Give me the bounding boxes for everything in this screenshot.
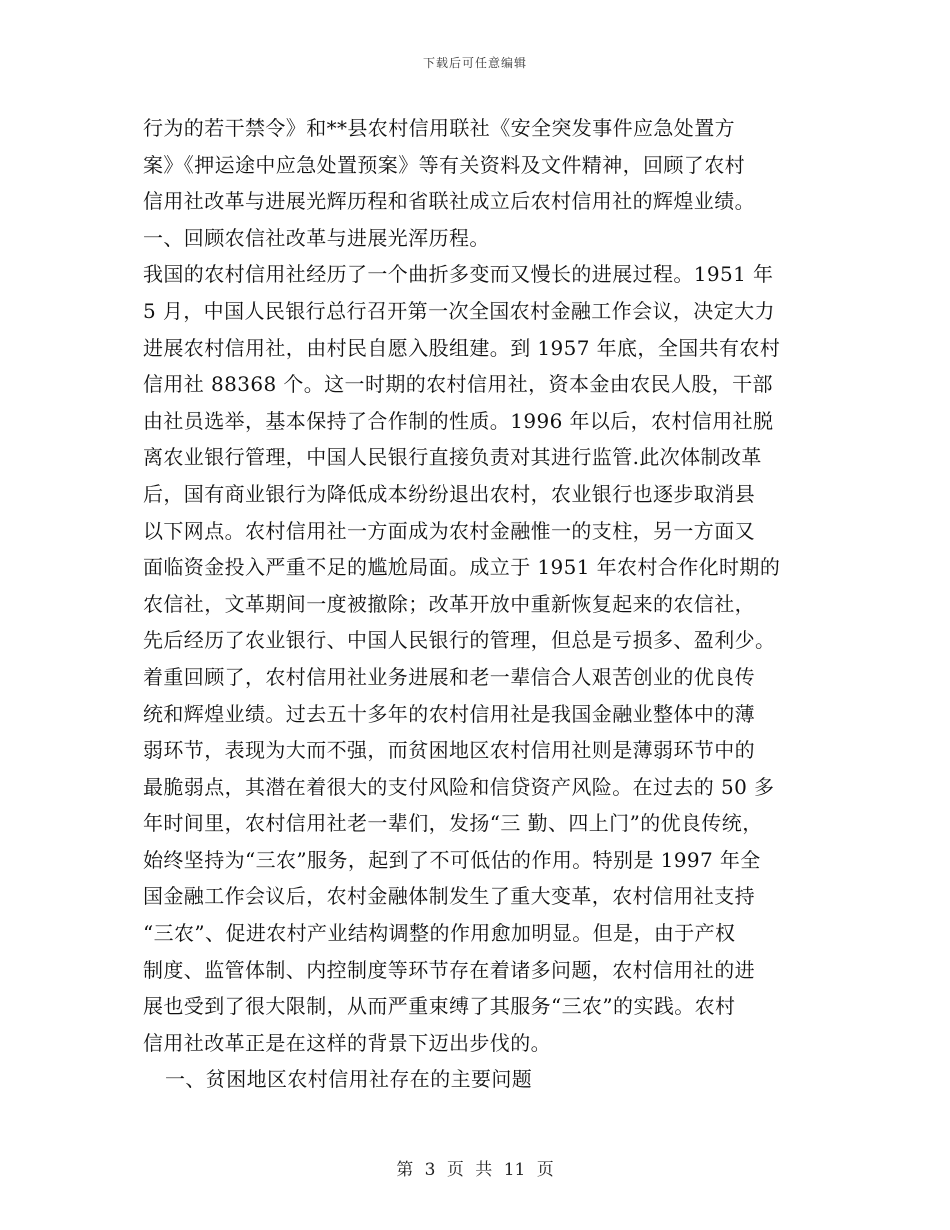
text-line: 先后经历了农业银行、中国人民银行的管理，但总是亏损多、盈利少。 (143, 628, 776, 653)
text-line: 信用社 88368 个。这一时期的农村信用社，资本金由农民人股，干部 (143, 372, 773, 397)
text-line: 着重回顾了，农村信用社业务进展和老一辈信合人艰苦创业的优良传 (143, 664, 755, 689)
text-line: 案》《押运途中应急处置预案》等有关资料及文件精神，回顾了农村 (143, 152, 745, 177)
text-line: 行为的若干禁令》和**县农村信用联社《安全突发事件应急处置方 (143, 116, 735, 140)
text-line: 国金融工作会议后，农村金融体制发生了重大变革，农村信用社支持 (143, 884, 755, 909)
text-line: 农信社，文革期间一度被撤除；改革开放中重新恢复起来的农信社， (143, 591, 755, 616)
text-line: 5 月，中国人民银行总行召开第一次全国农村金融工作会议，决定大力 (143, 298, 775, 323)
text-line: “三农”、促进农村产业结构调整的作用愈加明显。但是，由于产权 (143, 921, 736, 946)
text-line: 最脆弱点，其潜在着很大的支付风险和信贷资产风险。在过去的 50 多 (143, 774, 775, 799)
text-line: 始终坚持为“三农”服务，起到了不可低估的作用。特别是 1997 年全 (143, 847, 761, 872)
text-line: 以下网点。农村信用社一方面成为农村金融惟一的支柱，另一方面又 (143, 518, 755, 543)
text-line: 年时间里，农村信用社老一辈们，发扬“三 勤、四上门”的优良传统， (143, 811, 763, 836)
section-heading: 一、贫困地区农村信用社存在的主要问题 (165, 1067, 533, 1092)
text-line: 面临资金投入严重不足的尴尬局面。成立于 1951 年农村合作化时期的 (143, 555, 781, 580)
text-line: 信用社改革正是在这样的背景下迈出步伐的。 (143, 1030, 551, 1055)
section-heading: 一、回顾农信社改革与进展光浑历程。 (143, 225, 490, 250)
text-line: 我国的农村信用社经历了一个曲折多变而又慢长的进展过程。1951 年 (143, 262, 774, 287)
text-line: 展也受到了很大限制，从而严重束缚了其服务“三农”的实践。农村 (143, 994, 736, 1019)
page-footer: 第 3 页 共 11 页 (396, 1160, 554, 1180)
text-line: 进展农村信用社，由村民自愿入股组建。到 1957 年底，全国共有农村 (143, 335, 781, 360)
page-header: 下载后可任意编辑 (422, 56, 527, 70)
text-line: 离农业银行管理，中国人民银行直接负责对其进行监管.此次体制改革 (143, 445, 762, 470)
text-line: 后，国有商业银行为降低成本纷纷退出农村，农业银行也逐步取消县 (143, 481, 755, 506)
text-line: 由社员选举，基本保持了合作制的性质。1996 年以后，农村信用社脱 (143, 408, 774, 433)
text-line: 统和辉煌业绩。过去五十多年的农村信用社是我国金融业整体中的薄 (143, 701, 755, 726)
text-line: 弱环节，表现为大而不强，而贫困地区农村信用社则是薄弱环节中的 (143, 738, 755, 763)
text-line: 制度、监管体制、内控制度等环节存在着诸多问题，农村信用社的进 (143, 957, 755, 982)
body-text (143, 110, 813, 1098)
text-line: 信用社改革与进展光辉历程和省联社成立后农村信用社的辉煌业绩。 (143, 189, 755, 214)
